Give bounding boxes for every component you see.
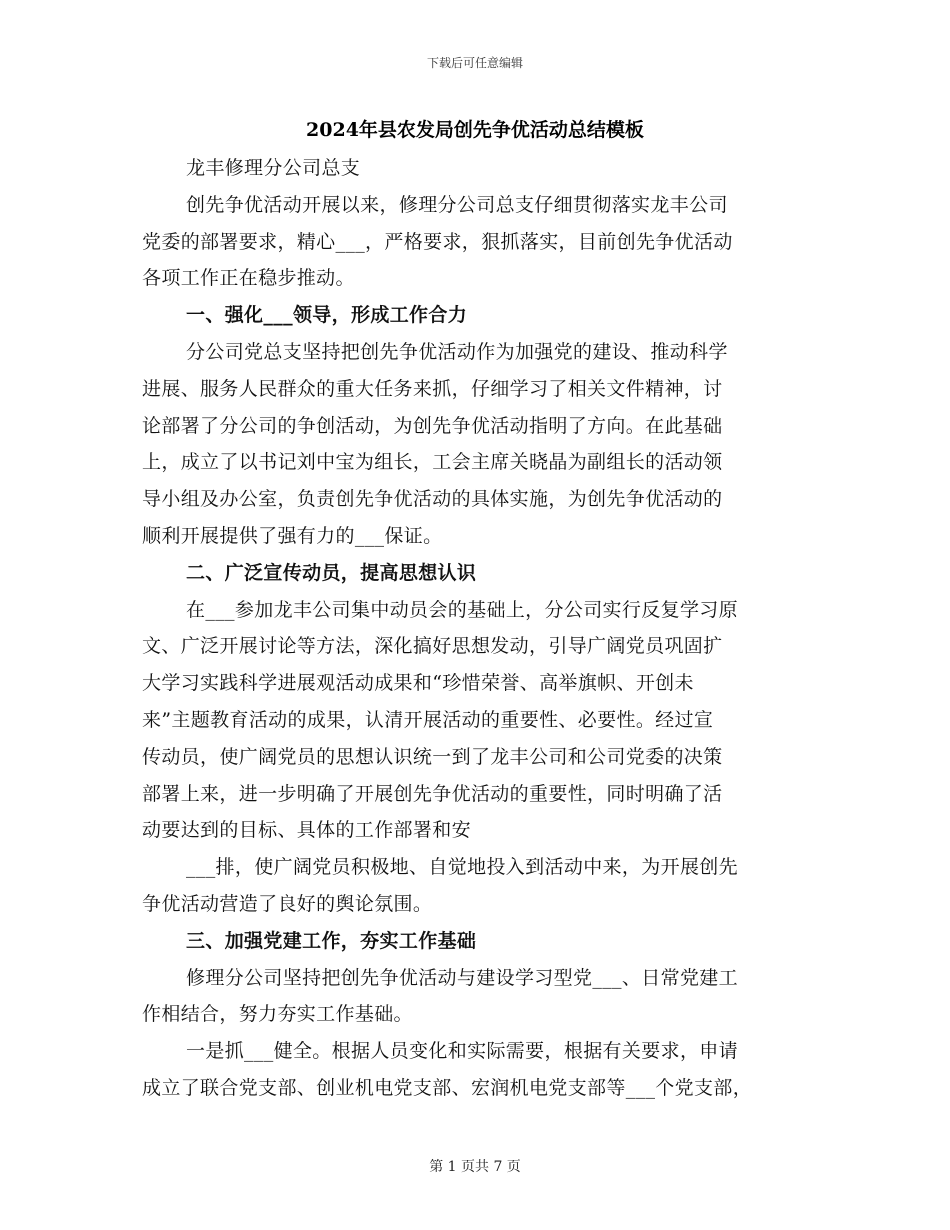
text-line: 争优活动营造了良好的舆论氛围。 xyxy=(142,892,433,915)
text-line: 进展、服务人民群众的重大任务来抓，仔细学习了相关文件精神，讨 xyxy=(142,377,723,400)
text-line: 大学习实践科学进展观活动成果和“珍惜荣誉、高举旗帜、开创未 xyxy=(142,672,694,695)
document-body xyxy=(142,150,810,1107)
text-line: 来”主题教育活动的成果，认清开展活动的重要性、必要性。经过宣 xyxy=(142,708,714,731)
text-line: 顺利开展提供了强有力的___保证。 xyxy=(142,524,443,547)
text-line: 传动员，使广阔党员的思想认识统一到了龙丰公司和公司党委的决策 xyxy=(142,745,723,768)
text-line: 作相结合，努力夯实工作基础。 xyxy=(142,1003,413,1026)
section-heading: 三、加强党建工作，夯实工作基础 xyxy=(186,929,477,952)
text-line: 党委的部署要求，精心___，严格要求，狠抓落实，目前创先争优活动 xyxy=(142,230,733,253)
page-footer: 第 1 页共 7 页 xyxy=(429,1159,521,1175)
text-line: 各项工作正在稳步推动。 xyxy=(142,267,355,290)
text-line: 导小组及办公室，负责创先争优活动的具体实施，为创先争优活动的 xyxy=(142,488,723,511)
text-line: 龙丰修理分公司总支 xyxy=(186,157,361,179)
section-heading: 二、广泛宣传动员，提高思想认识 xyxy=(186,561,477,584)
text-line: 一是抓___健全。根据人员变化和实际需要，根据有关要求，申请 xyxy=(186,1040,739,1063)
text-line: 修理分公司坚持把创先争优活动与建设学习型党___、日常党建工 xyxy=(186,966,739,989)
text-line: 动要达到的目标、具体的工作部署和安 xyxy=(142,819,471,842)
text-line: ___排，使广阔党员积极地、自觉地投入到活动中来，为开展创先 xyxy=(186,856,739,879)
text-line: 文、广泛开展讨论等方法，深化搞好思想发动，引导广阔党员巩固扩 xyxy=(142,635,723,658)
text-line: 成立了联合党支部、创业机电党支部、宏润机电党支部等___个党支部， xyxy=(142,1076,753,1099)
text-line: 分公司党总支坚持把创先争优活动作为加强党的建设、推动科学 xyxy=(186,340,728,363)
text-line: 部署上来，进一步明确了开展创先争优活动的重要性，同时明确了活 xyxy=(142,782,723,805)
page-header: 下载后可任意编辑 xyxy=(426,56,523,70)
text-line: 上，成立了以书记刘中宝为组长，工会主席关晓晶为副组长的活动领 xyxy=(142,451,723,474)
text-line: 论部署了分公司的争创活动，为创先争优活动指明了方向。在此基础 xyxy=(142,414,723,437)
text-line: 创先争优活动开展以来，修理分公司总支仔细贯彻落实龙丰公司 xyxy=(186,193,728,216)
document-title: 2024年县农发局创先争优活动总结模板 xyxy=(306,119,644,141)
section-heading: 一、强化___领导，形成工作合力 xyxy=(186,304,468,327)
text-line: 在___参加龙丰公司集中动员会的基础上，分公司实行反复学习原 xyxy=(186,598,739,621)
